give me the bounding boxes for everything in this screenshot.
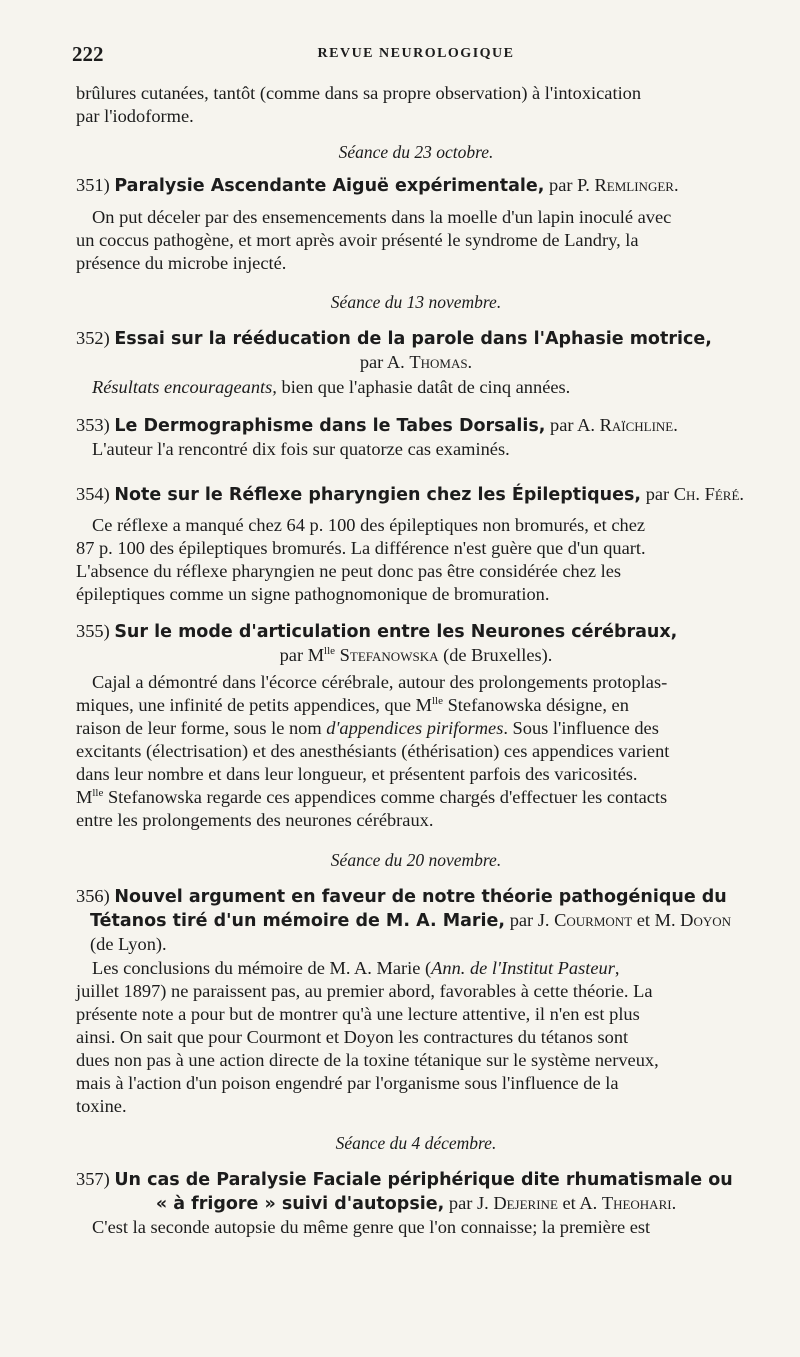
seance-heading: Séance du 4 décembre. — [335, 1133, 497, 1153]
abstract-356-body: Les conclusions du mémoire de M. A. Marie (Ann. de l'Institut Pasteur, juillet 1897) ne paraissent pas, au premier abord, favorables à cette théorie. La présente note a pour but de montrer qu'à une lecture attentive, il n'en est plus ainsi. On sait que pour Courmont et Doyon les contractures du tétanos sont dues non pas à une action directe de la toxine tétanique sur le système nerveux, mais à l'action d'un poison engendré par l'organisme sous l'influence de la toxine. — [76, 958, 659, 1116]
abstract-355-body: Cajal a démontré dans l'écorce cérébrale, autour des prolongements protoplas- miques, une infinité de petits appendices, que $M^{lle}$ Stefanowska désigne, en raison de leur forme, sous le nom d'appendices piriformes. Sous l'influence des excitants (électrisation) et des anesthésiants (éthérisation) ces appendices varient dans leur nombre et dans leur longueur, et présentent parfois des varicosités. $M^{lle}$ Stefanowska regarde ces appendices comme chargés d'effectuer les contacts entre les prolongements des neurones cérébraux. — [76, 672, 670, 830]
text-line: brûlures cutanées, tantôt (comme dans sa propre observation) à l'intoxication — [76, 83, 642, 103]
abstract-title: 353) Le Dermographisme dans le Tabes Dorsalis, par A. Raïchline. — [76, 415, 678, 436]
abstract-354 — [76, 483, 756, 507]
text-line: par l'iodoforme. — [76, 106, 194, 126]
abstract-351-body: On put déceler par des ensemencements dans la moelle d'un lapin inoculé avec un coccus pathogène, et mort après avoir présenté le syndrome de Landry, la présence du microbe injecté. — [76, 207, 672, 273]
abstract-title: 351) Paralysie Ascendante Aiguë expérimentale, par P. Remlinger. — [76, 175, 679, 196]
abstract-353: 353) Le Dermographisme dans le Tabes Dorsalis, par A. Raïchline. L'auteur l'a rencontré dix fois sur quatorze cas examinés. — [76, 414, 756, 461]
abstract-357-body: C'est la seconde autopsie du même genre que l'on connaisse; la première est — [92, 1217, 651, 1237]
seance-heading: Séance du 13 novembre. — [330, 292, 502, 312]
abstract-352-body: Résultats encourageants, bien que l'aphasie datât de cinq années. — [92, 377, 571, 397]
abstract-title: 355) Sur le mode d'articulation entre les Neurones cérébraux, — [76, 621, 678, 642]
abstract-356: 356) Nouvel argument en faveur de notre théorie pathogénique du Tétanos tiré d'un mémoire de M. A. Marie, par J. Courmont et M. Doyon (de Lyon). — [76, 885, 756, 956]
abstract-355: 355) Sur le mode d'articulation entre les Neurones cérébraux, par $M^{lle}$ Stefanowska (de Bruxelles). — [76, 620, 756, 667]
intro-paragraph — [76, 82, 756, 128]
abstract-357: 357) Un cas de Paralysie Faciale périphérique dite rhumatismale ou « à frigore » suivi d'autopsie, par J. Dejerine et A. Theohari. — [76, 1168, 756, 1216]
abstract-title: 356) Nouvel argument en faveur de notre théorie pathogénique du — [76, 886, 727, 907]
abstract-354-body: Ce réflexe a manqué chez 64 p. 100 des épileptiques non bromurés, et chez 87 p. 100 des épileptiques bromurés. La différence n'est guère que d'un quart. L'absence du réflexe pharyngien ne peut donc pas être considérée chez les épileptiques comme un signe pathognomonique de bromuration. — [76, 515, 646, 604]
seance-heading: Séance du 20 novembre. — [330, 850, 502, 870]
abstract-352: 352) Essai sur la rééducation de la parole dans l'Aphasie motrice, par A. Thomas. — [76, 327, 756, 374]
abstract-351 — [76, 174, 756, 198]
running-title: REVUE NEUROLOGIQUE — [317, 46, 515, 61]
abstract-title: 354) Note sur le Réflexe pharyngien chez les Épileptiques, par Ch. Féré. — [76, 484, 745, 505]
page-number: 222 — [72, 42, 104, 66]
abstract-title: 357) Un cas de Paralysie Faciale périphérique dite rhumatismale ou — [76, 1169, 733, 1190]
abstract-title: 352) Essai sur la rééducation de la parole dans l'Aphasie motrice, — [76, 328, 712, 349]
seance-heading: Séance du 23 octobre. — [338, 142, 494, 162]
running-header — [72, 42, 756, 68]
